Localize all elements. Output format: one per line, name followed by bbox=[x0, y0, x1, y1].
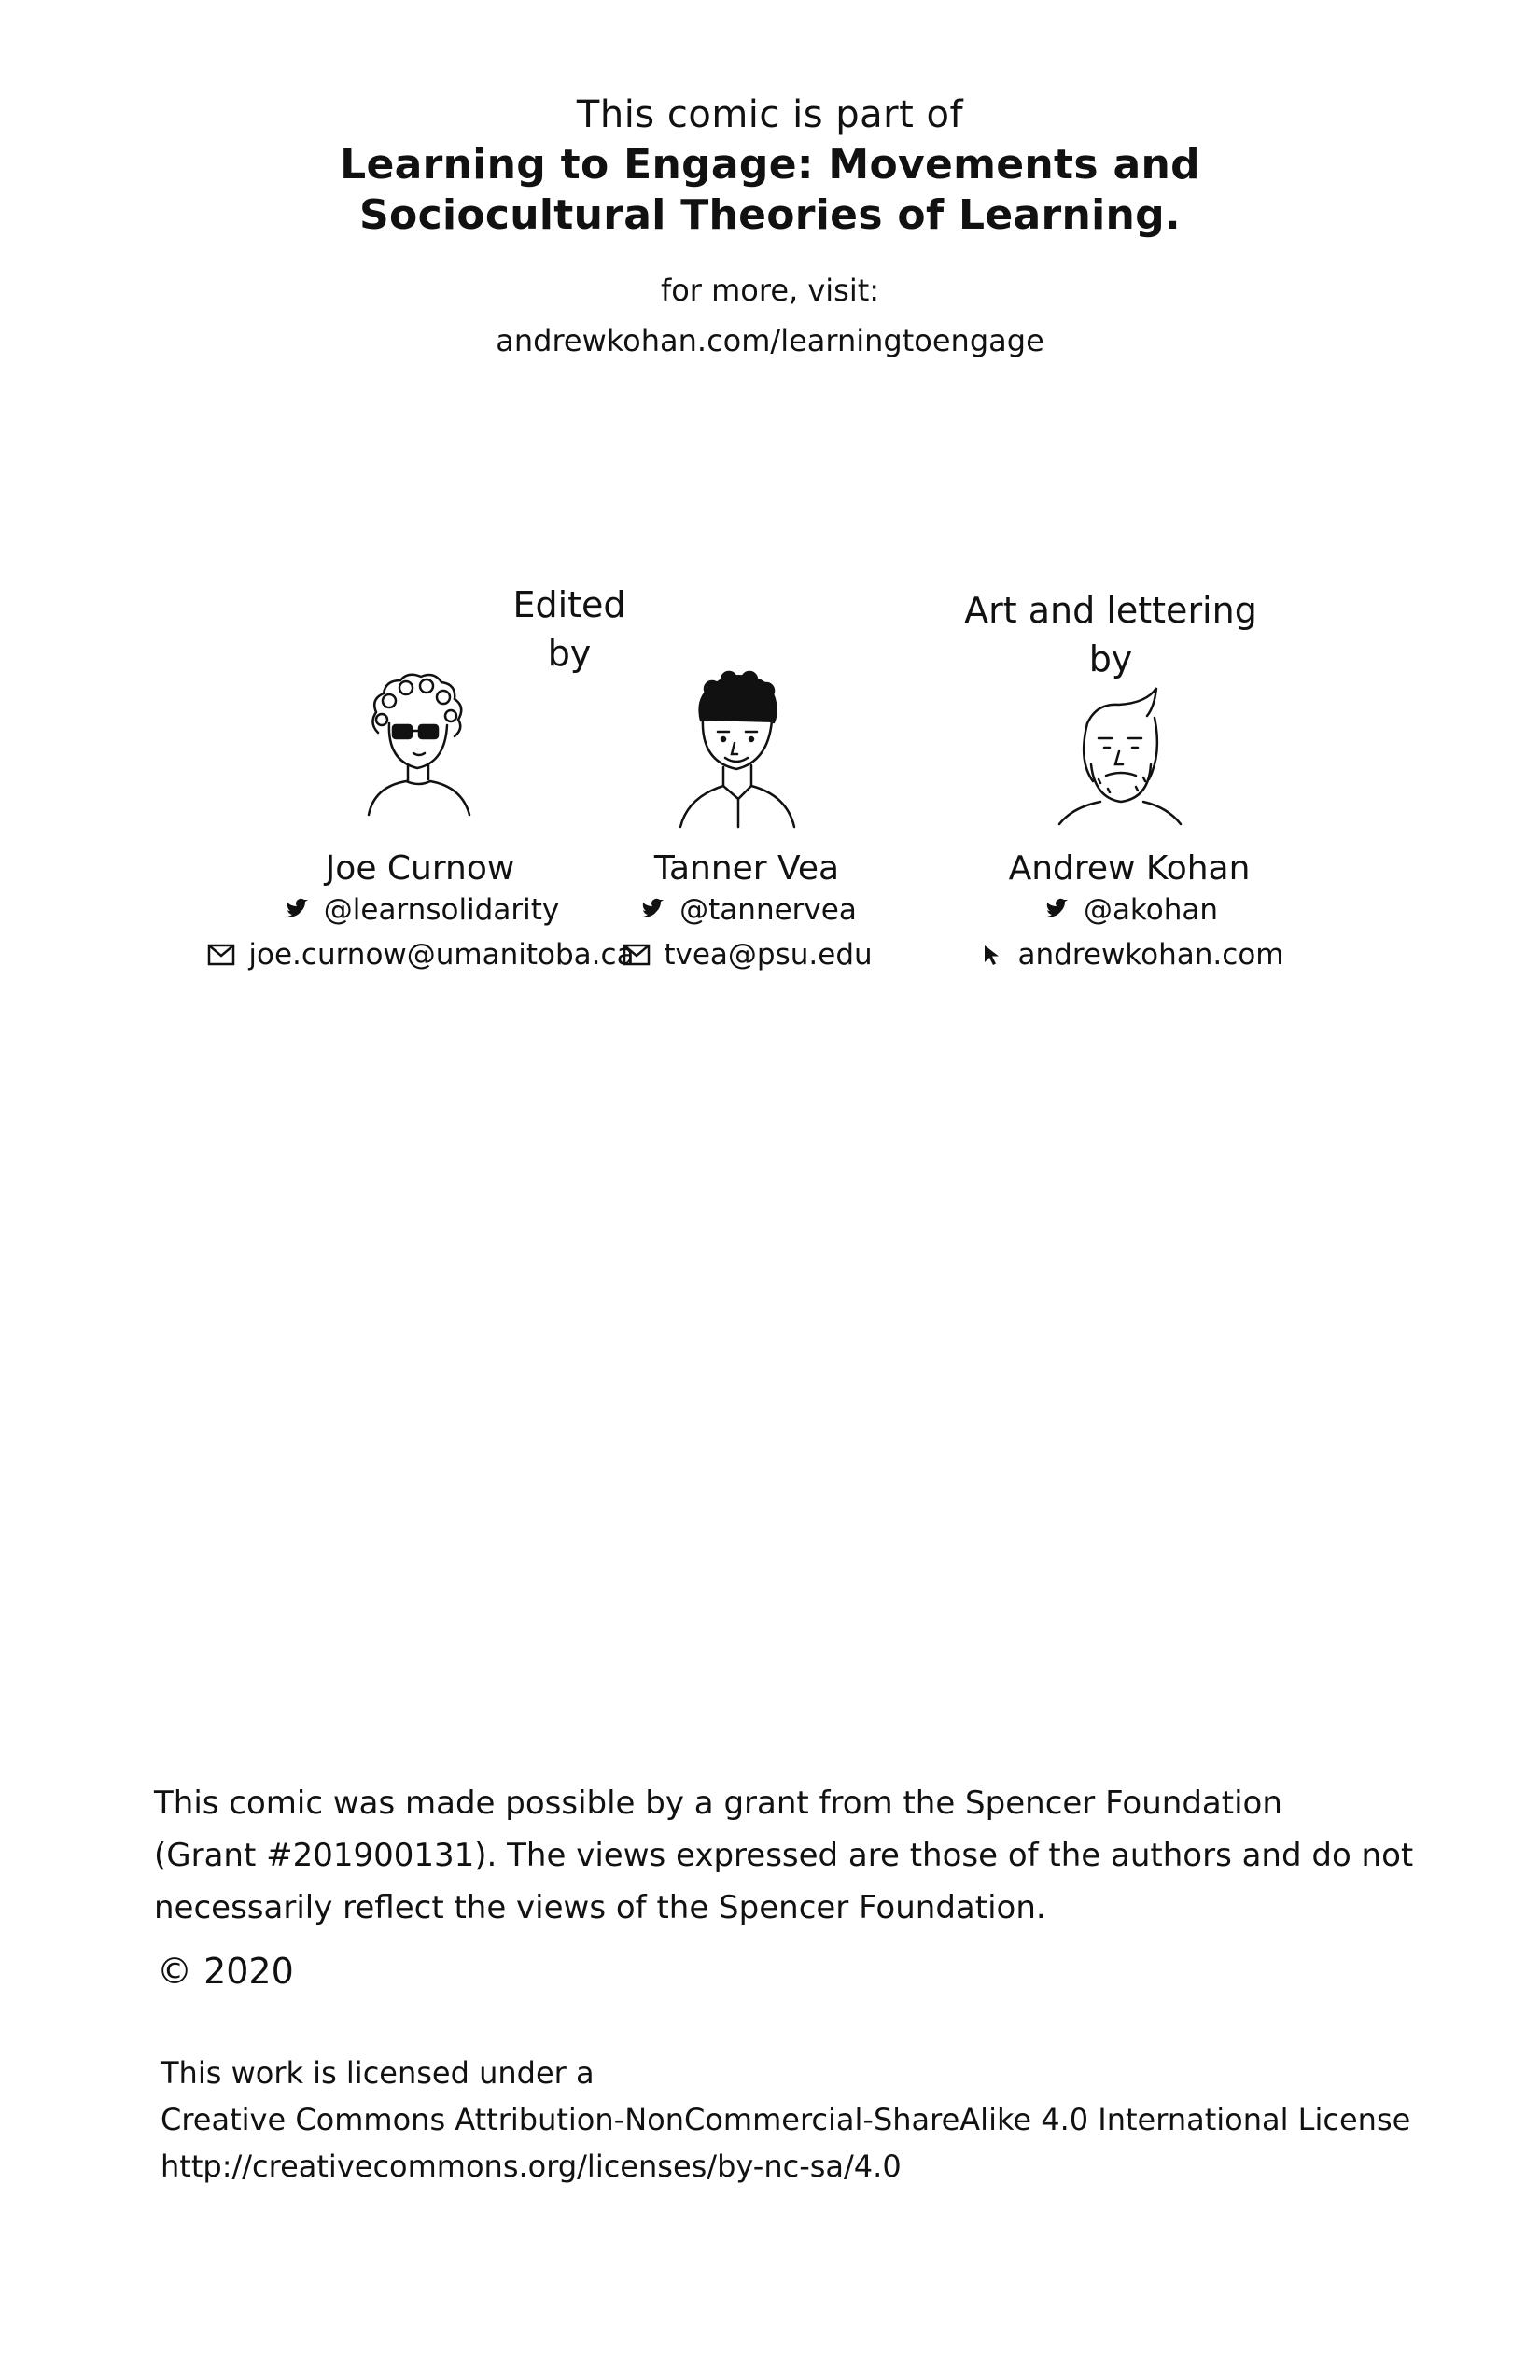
website-row-andrew-kohan bbox=[961, 938, 1297, 972]
email-tanner-vea[interactable]: tvea@psu.edu bbox=[664, 938, 873, 972]
art-by-line-1: Art and lettering bbox=[964, 590, 1257, 631]
email-joe-curnow[interactable]: joe.curnow@umanitoba.ca bbox=[248, 938, 635, 972]
envelope-icon bbox=[205, 939, 237, 971]
email-row-tanner-vea bbox=[607, 938, 887, 972]
person-name-tanner-vea: Tanner Vea bbox=[653, 849, 840, 888]
email-row-joe-curnow bbox=[205, 938, 635, 972]
grant-line-3: necessarily reflect the views of the Spencer Foundation. bbox=[154, 1889, 1046, 1926]
website-andrew-kohan[interactable]: andrewkohan.com bbox=[1017, 938, 1284, 972]
portrait-tanner-vea bbox=[667, 661, 807, 829]
art-by-line-2: by bbox=[1088, 638, 1133, 679]
visit-label: for more, visit: bbox=[660, 273, 880, 308]
edited-by-heading bbox=[476, 581, 663, 678]
edited-by-line-1: Edited bbox=[512, 584, 626, 625]
license-line-2: Creative Commons Attribution-NonCommercial-ShareAlike 4.0 International License bbox=[161, 2102, 1411, 2137]
portrait-andrew-kohan bbox=[1050, 686, 1190, 826]
copyright: © 2020 bbox=[157, 1951, 294, 1992]
bird-icon bbox=[1041, 894, 1072, 926]
envelope-icon bbox=[621, 939, 652, 971]
bird-icon bbox=[637, 894, 668, 926]
license-statement bbox=[161, 2050, 1486, 2190]
license-url[interactable]: http://creativecommons.org/licenses/by-nc-sa/4.0 bbox=[161, 2149, 902, 2184]
person-name-joe-curnow: Joe Curnow bbox=[325, 849, 515, 888]
twitter-row-joe-curnow bbox=[215, 893, 625, 927]
visit-url[interactable]: andrewkohan.com/learningtoengage bbox=[496, 323, 1044, 358]
grant-statement bbox=[154, 1777, 1461, 1934]
series-title-line-1: Learning to Engage: Movements and bbox=[340, 141, 1200, 189]
bird-icon bbox=[281, 894, 313, 926]
license-line-1: This work is licensed under a bbox=[161, 2055, 595, 2091]
twitter-handle-tanner-vea[interactable]: @tannervea bbox=[679, 893, 857, 927]
cursor-icon bbox=[975, 939, 1007, 971]
series-title-line-2: Sociocultural Theories of Learning. bbox=[359, 191, 1181, 239]
portrait-joe-curnow bbox=[350, 667, 490, 817]
art-by-heading bbox=[943, 586, 1279, 683]
grant-line-2: (Grant #201900131). The views expressed are those of the authors and do not bbox=[154, 1837, 1414, 1874]
grant-line-1: This comic was made possible by a grant from the Spencer Foundation bbox=[154, 1785, 1282, 1822]
intro-text: This comic is part of bbox=[576, 93, 964, 136]
person-name-andrew-kohan: Andrew Kohan bbox=[1008, 849, 1251, 888]
edited-by-line-2: by bbox=[547, 633, 592, 674]
twitter-row-tanner-vea bbox=[607, 893, 887, 927]
twitter-handle-joe-curnow[interactable]: @learnsolidarity bbox=[323, 893, 560, 927]
twitter-row-andrew-kohan bbox=[961, 893, 1297, 927]
twitter-handle-andrew-kohan[interactable]: @akohan bbox=[1083, 893, 1219, 927]
